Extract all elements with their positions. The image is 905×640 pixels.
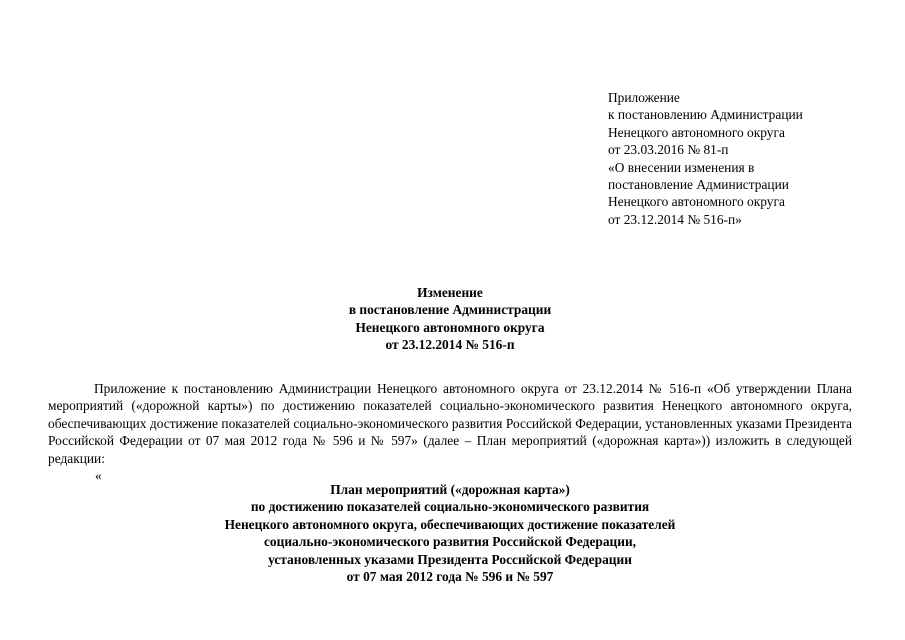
plan-title-line: по достижению показателей социально-экономического развития — [250, 499, 650, 515]
body-paragraph: Приложение к постановлению Администрации Ненецкого автономного округа от 23.12.2014 № 516-п «Об утверждении Плана мероприятий («дорожной карты») по достижению показателей социально-экономического развития Ненецкого автономного округа, обеспечивающих достижение показателей социально-экономического развития Российской Федерации, установленных указами Президента Российской Федерации от 07 мая 2012 года № 596 и № 597» (далее – План мероприятий («дорожная карта»)) изложить в следующей редакции: — [48, 381, 852, 466]
plan-title-line: установленных указами Президента Российской Федерации — [268, 551, 632, 567]
appendix-line: от 23.12.2014 № 516-п» — [608, 211, 742, 227]
appendix-line: Ненецкого автономного округа — [608, 124, 785, 140]
appendix-line: Ненецкого автономного округа — [608, 194, 785, 210]
appendix-line: к постановлению Администрации — [608, 107, 803, 123]
change-title-line: от 23.12.2014 № 516-п — [385, 337, 515, 353]
change-title-line: Изменение — [417, 285, 483, 300]
plan-title — [150, 481, 750, 585]
appendix-line: от 23.03.2016 № 81-п — [608, 142, 729, 158]
change-title-line: Ненецкого автономного округа — [355, 319, 545, 335]
appendix-line: постановление Администрации — [608, 177, 789, 193]
plan-title-line: от 07 мая 2012 года № 596 и № 597 — [346, 569, 554, 585]
appendix-line: «О внесении изменения в — [608, 159, 755, 175]
appendix-reference-block — [608, 89, 898, 228]
plan-title-line: План мероприятий («дорожная карта») — [330, 482, 570, 497]
opening-quote-mark: « — [95, 468, 102, 483]
change-title-line: в постановление Администрации — [348, 302, 552, 318]
plan-title-line: Ненецкого автономного округа, обеспечивающих достижение показателей — [224, 516, 676, 532]
change-title — [250, 284, 650, 354]
appendix-line: Приложение — [608, 90, 680, 105]
plan-title-line: социально-экономического развития Российской Федерации, — [263, 534, 637, 550]
